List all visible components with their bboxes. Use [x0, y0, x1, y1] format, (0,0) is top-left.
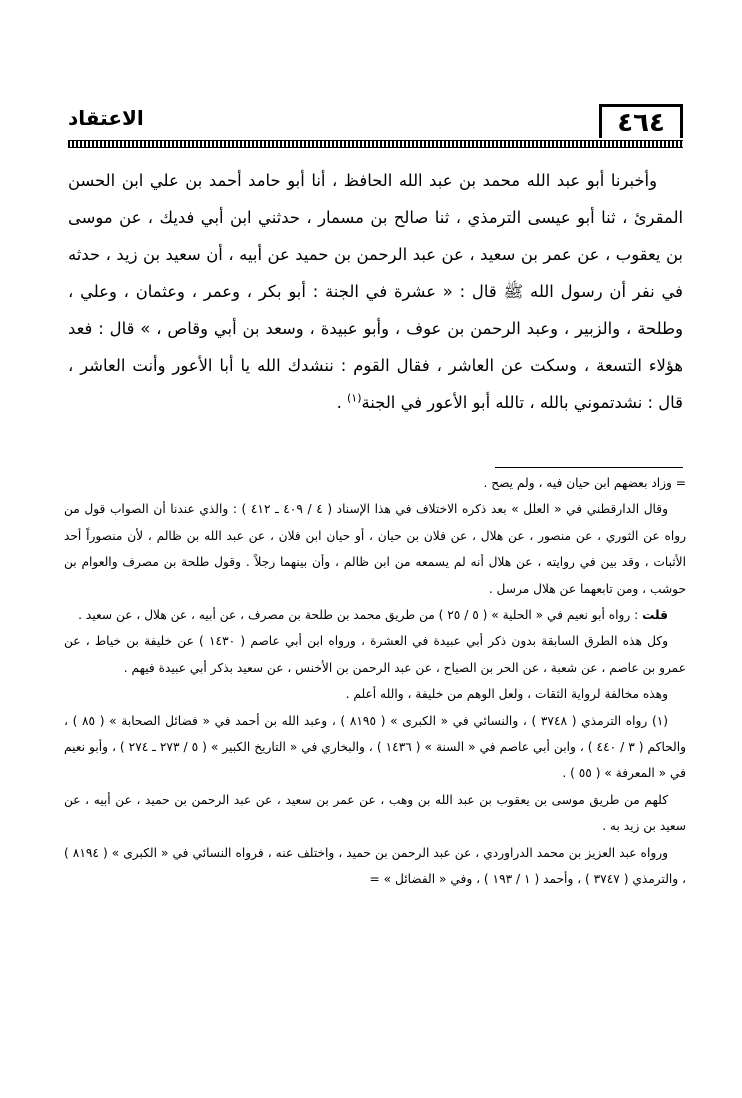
footnote-marker: (١)	[346, 391, 362, 405]
hadith-paragraph	[68, 162, 683, 421]
page-header	[68, 104, 683, 142]
footnote-paragraph: كلهم من طريق موسى بن يعقوب بن عبد الله بن وهب ، عن عمر بن سعيد ، عن عبد الرحمن بن حميد ، عن أبيه ، عن سعيد بن زيد به .	[64, 792, 686, 834]
footnote-text: : رواه أبو نعيم في « الحلية » ( ٥ / ٢٥ ) من طريق محمد بن طلحة بن مصرف ، عن أبيه ، عن هلال ، عن سعيد .	[78, 608, 643, 623]
footnote-paragraph: وكل هذه الطرق السابقة بدون ذكر أبي عبيدة في العشرة ، ورواه ابن أبي عاصم ( ١٤٣٠ ) عن خليفة بن خياط ، عن عمرو بن عاصم ، عن شعبة ، عن الحر بن الصياح ، عن عبد الرحمن بن الأخنس ، عن سعيد بذكر أبي عبيدة فيهم .	[64, 634, 686, 675]
footnotes	[64, 470, 686, 893]
paragraph-end: .	[336, 393, 347, 412]
running-title: الاعتقاد	[68, 106, 144, 130]
footnote-lead: قلت	[642, 608, 668, 623]
footnote-paragraph: وقال الدارقطني في « العلل » بعد ذكره الاختلاف في هذا الإسناد ( ٤ / ٤٠٩ ـ ٤١٢ ) : والذي عندنا أن الصواب قول من رواه عن الثوري ، عن منصور ، عن هلال ، عن فلان بن حيان ، أو حيان ابن فلان ، عن عبد الله بن ظالم ، لأن منصوراً أحد الأثبات ، وقد بين في روايته ، عن هلال أنه لم يسمعه من ابن ظالم ، وأن بينهما رجلاً . وقول طلحة بن مصرف والعوام بن حوشب ، ومن تابعهما عن هلال مرسل .	[64, 502, 686, 596]
page-number: ٤٦٤	[599, 104, 683, 138]
main-text	[68, 162, 683, 421]
hadith-text: وأخبرنا أبو عبد الله محمد بن عبد الله الحافظ ، أنا أبو حامد أحمد بن علي ابن الحسن المقرئ ، ثنا أبو عيسى الترمذي ، ثنا صالح بن مسمار ، حدثني ابن أبي فديك ، عن موسى بن يعقوب ، عن عمر بن سعيد ، عن عبد الرحمن بن حميد عن أبيه ، أن سعيد بن زيد ، حدثه في نفر أن رسول الله ﷺ قال : « عشرة في الجنة : أبو بكر ، وعمر ، وعثمان ، وعلي ، وطلحة ، والزبير ، وعبد الرحمن بن عوف ، وأبو عبيدة ، وسعد بن أبي وقاص ، » قال : فعد هؤلاء التسعة ، وسكت عن العاشر ، فقال القوم : ننشدك الله يا أبا الأعور وأنت العاشر ، قال : نشدتموني بالله ، تالله أبو الأعور في الجنة	[68, 171, 683, 412]
footnote-paragraph	[64, 602, 686, 628]
footnote-paragraph: ورواه عبد العزيز بن محمد الدراوردي ، عن عبد الرحمن بن حميد ، واختلف عنه ، فرواه النسائي في « الكبرى » ( ٨١٩٤ ) ، والترمذي ( ٣٧٤٧ ) ، وأحمد ( ١ / ١٩٣ ) ، وفي « الفضائل » =	[64, 845, 686, 887]
footnote-paragraph: (١) رواه الترمذي ( ٣٧٤٨ ) ، والنسائي في « الكبرى » ( ٨١٩٥ ) ، وعبد الله بن أحمد في « فضائل الصحابة » ( ٨٥ ) ، والحاكم ( ٣ / ٤٤٠ ) ، وابن أبي عاصم في « السنة » ( ١٤٣٦ ) ، والبخاري في « التاريخ الكبير » ( ٥ / ٢٧٣ ـ ٢٧٤ ) ، وأبو نعيم في « المعرفة » ( ٥٥ ) .	[64, 713, 687, 781]
footnote-paragraph: وهذه مخالفة لرواية الثقات ، ولعل الوهم من خليفة ، والله أعلم .	[345, 687, 668, 702]
header-divider	[68, 140, 683, 148]
footnote-separator	[495, 467, 683, 468]
footnote-continuation: = وزاد بعضهم ابن حيان فيه ، ولم يصح .	[483, 476, 686, 490]
